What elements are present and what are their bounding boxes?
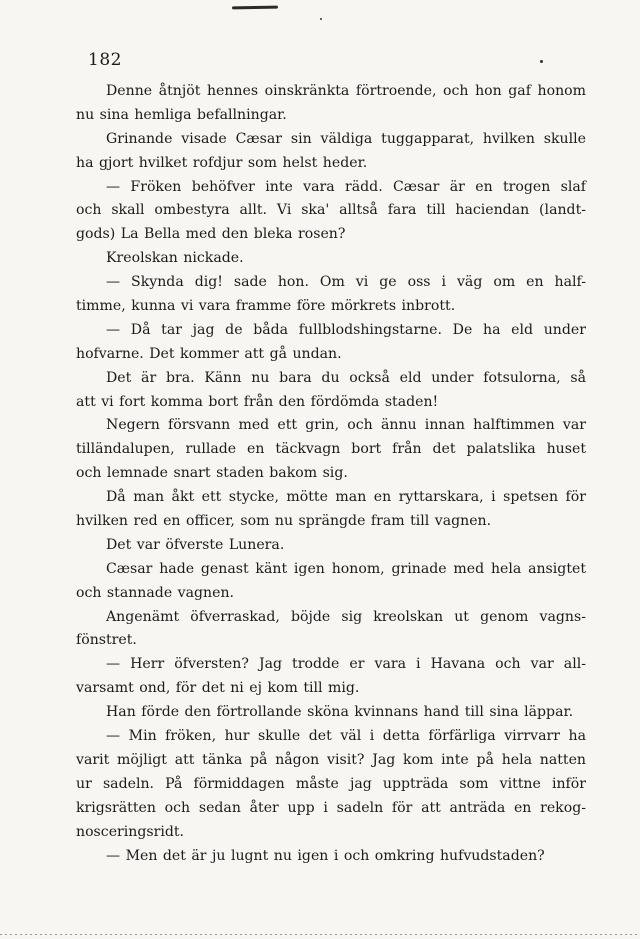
- text-line: fönstret.: [76, 632, 137, 649]
- text-line: nosceringsridt.: [76, 823, 185, 840]
- text-line: — Men det är ju lugnt nu igen i och omkring hufvudstaden?: [106, 847, 545, 864]
- text-line: — Då tar jag de båda fullblodshingstarne. De ha eld under: [106, 321, 586, 338]
- text-line: hvilken red en officer, som nu sprängde fram till vagnen.: [76, 513, 492, 530]
- body-text: [76, 80, 586, 868]
- text-line: att vi fort komma bort från den fördömda staden!: [76, 393, 439, 410]
- print-speck: [320, 18, 322, 20]
- text-line: ha gjort hvilket rofdjur som helst heder.: [76, 154, 368, 171]
- text-line: — Fröken behöfver inte vara rädd. Cæsar är en trogen slaf: [106, 178, 586, 195]
- text-line: — Skynda dig! sade hon. Om vi ge oss i väg om en half-: [106, 274, 586, 291]
- text-line: Denne åtnjöt hennes oinskränkta förtroende, och hon gaf honom: [106, 83, 586, 99]
- text-line: Det var öfverste Lunera.: [106, 536, 285, 553]
- text-line: varit möjligt att tänka på någon visit? Jag kom inte på hela natten: [76, 751, 586, 768]
- text-line: Kreolskan nickade.: [106, 250, 244, 267]
- print-mark: [232, 6, 278, 10]
- text-line: Angenämt öfverraskad, böjde sig kreolskan ut genom vagns-: [106, 608, 586, 625]
- text-line: hofvarne. Det kommer att gå undan.: [76, 345, 342, 362]
- text-line: ur sadeln. På förmiddagen måste jag uppträda som vittne inför: [76, 775, 586, 792]
- text-line: timme, kunna vi vara framme före mörkrets inbrott.: [76, 298, 456, 315]
- scan-edge: [0, 934, 640, 935]
- text-line: Grinande visade Cæsar sin väldiga tuggapparat, hvilken skulle: [106, 130, 586, 147]
- text-line: nu sina hemliga befallningar.: [76, 106, 287, 123]
- text-line: gods) La Bella med den bleka rosen?: [76, 226, 346, 243]
- text-line: Han förde den förtrollande sköna kvinnans hand till sina läppar.: [106, 704, 574, 721]
- text-line: och lemnade snart staden bakom sig.: [76, 465, 348, 482]
- text-line: varsamt ond, för det ni ej kom till mig.: [76, 680, 360, 697]
- text-line: Negern försvann med ett grin, och ännu innan halftimmen var: [106, 417, 586, 434]
- text-line: Det är bra. Känn nu bara du också eld under fotsulorna, så: [106, 369, 586, 386]
- text-line: Då man åkt ett stycke, mötte man en ryttarskara, i spetsen för: [106, 489, 586, 506]
- page-number: 182: [88, 50, 122, 70]
- text-line: — Herr öfversten? Jag trodde er vara i Havana och var all-: [106, 656, 586, 673]
- text-line: krigsrätten och sedan åter upp i sadeln för att anträda en rekog-: [76, 799, 586, 816]
- text-line: — Min fröken, hur skulle det väl i detta förfärliga virrvarr ha: [106, 728, 586, 745]
- print-speck: [540, 60, 543, 63]
- text-line: tilländalupen, rullade en täckvagn bort från det palatslika huset: [76, 441, 586, 458]
- text-line: och stannade vagnen.: [76, 584, 234, 601]
- text-line: Cæsar hade genast känt igen honom, grinade med hela ansigtet: [106, 560, 586, 577]
- text-line: och skall ombestyra allt. Vi ska' alltså fara till haciendan (landt-: [76, 202, 586, 219]
